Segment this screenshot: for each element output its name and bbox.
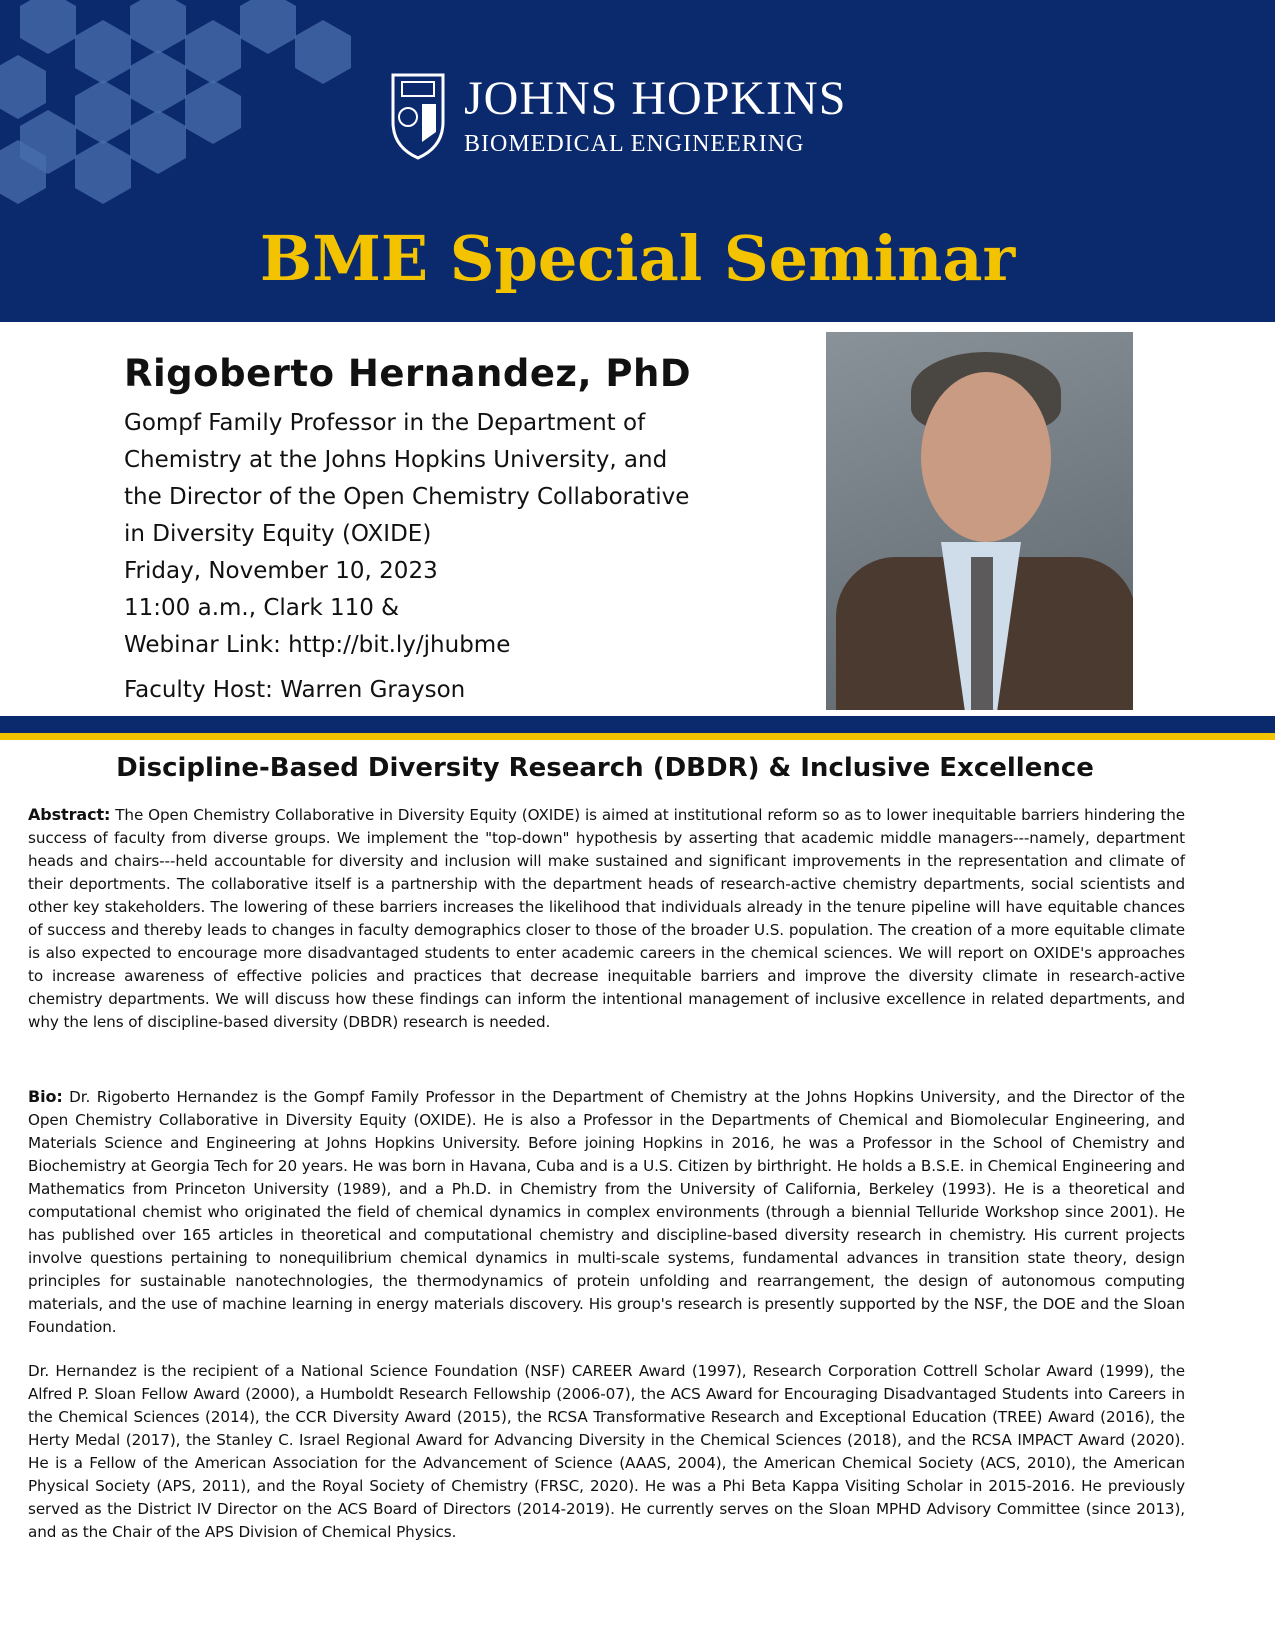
hexagon-decoration — [130, 0, 186, 54]
event-time-location: 11:00 a.m., Clark 110 & — [124, 595, 400, 621]
awards-paragraph: Dr. Hernandez is the recipient of a National Science Foundation (NSF) CAREER Award (1997), Research Corporation Cottrell Scholar Award (1999), the Alfred P. Sloan Fellow Award (2000), a Humboldt Research Fellowship (2006-07), the ACS Award for Encouraging Disadvantaged Students into Careers in the Chemical Sciences (2014), the CCR Diversity Award (2015), the RCSA Transformative Research and Exceptional Education (TREE) Award (2016), the Herty Medal (2017), the Stanley C. Israel Regional Award for Advancing Diversity in the Chemical Sciences (2018), and the RCSA IMPACT Award (2020). He is a Fellow of the American Association for the Advancement of Science (AAAS, 2004), the American Chemical Society (ACS, 2010), the American Physical Society (APS, 2011), and the Royal Society of Chemistry (FRSC, 2020). He was a Phi Beta Kappa Visiting Scholar in 2015-2016. He previously served as the District IV Director on the ACS Board of Directors (2014-2019). He currently serves on the Sloan MPHD Advisory Committee (since 2013), and as the Chair of the APS Division of Chemical Physics. — [28, 1362, 1185, 1541]
abstract-text: The Open Chemistry Collaborative in Diversity Equity (OXIDE) is aimed at institutional reform so as to lower inequitable barriers hindering the success of faculty from diverse groups. We implement the "top-down" hypothesis by asserting that academic middle managers---namely, department heads and chairs---held accountable for diversity and inclusion will make sustained and significant improvements in the representation and climate of their deportments. The collaborative itself is a partnership with the department heads of research-active chemistry departments, social scientists and other key stakeholders. The lowering of these barriers increases the likelihood that individuals already in the tenure pipeline will have equitable chances of success and thereby leads to changes in faculty demographics closer to those of the broader U.S. population. The creation of a more equitable climate is also expected to encourage more disadvantaged students to enter academic careers in the chemical sciences. We will report on OXIDE's approaches to increase awareness of effective policies and practices that decrease inequitable barriers and improve the diversity climate in research-active chemistry departments. We will discuss how these findings can inform the intentional management of inclusive excellence in related departments, and why the lens of discipline-based diversity (DBDR) research is needed. — [28, 806, 1185, 1031]
abstract-paragraph — [28, 803, 1185, 1034]
bio-label: Bio: — [28, 1087, 63, 1106]
hexagon-decoration — [295, 20, 351, 84]
bio-text: Dr. Rigoberto Hernandez is the Gompf Family Professor in the Department of Chemistry at the Johns Hopkins University, and the Director of the Open Chemistry Collaborative in Diversity Equity (OXIDE). He is also a Professor in the Departments of Chemical and Biomolecular Engineering, and Materials Science and Engineering at Johns Hopkins University. Before joining Hopkins in 2016, he was a Professor in the School of Chemistry and Biochemistry at Georgia Tech for 20 years. He was born in Havana, Cuba and is a U.S. Citizen by birthright. He holds a B.S.E. in Chemical Engineering and Mathematics from Princeton University (1989), and a Ph.D. in Chemistry from the University of California, Berkeley (1993). He is a theoretical and computational chemist who originated the field of chemical dynamics in complex environments (through a biennial Telluride Workshop since 2001). He has published over 165 articles in theoretical and computational chemistry and discipline-based diversity research in chemistry. His current projects involve questions pertaining to nonequilibrium chemical dynamics in multi-scale systems, fundamental advances in transition state theory, design principles for sustainable nanotechnologies, the thermodynamics of protein unfolding and rearrangement, the design of autonomous computing materials, and the use of machine learning in energy materials discovery. His group's research is presently supported by the NSF, the DOE and the Sloan Foundation. — [28, 1088, 1185, 1336]
logo-subtitle: BIOMEDICAL ENGINEERING — [464, 130, 805, 157]
logo-title: JOHNS HOPKINS — [464, 71, 847, 125]
speaker-info — [124, 352, 691, 664]
event-date: Friday, November 10, 2023 — [124, 558, 438, 584]
hexagon-decoration — [20, 0, 76, 54]
faculty-host: Faculty Host: Warren Grayson — [124, 677, 466, 703]
jhu-logo — [390, 72, 846, 160]
webinar-link[interactable]: Webinar Link: http://bit.ly/jhubme — [124, 632, 511, 658]
hexagon-decoration — [185, 80, 241, 144]
hexagon-decoration — [75, 80, 131, 144]
shield-icon — [390, 72, 446, 160]
hexagon-decoration — [0, 55, 46, 119]
talk-title: Discipline-Based Diversity Research (DBDR) & Inclusive Excellence — [116, 753, 1094, 783]
divider-gold — [0, 733, 1275, 740]
speaker-title-line: Chemistry at the Johns Hopkins University, and — [124, 447, 668, 473]
hexagon-decoration — [240, 0, 296, 54]
header-banner — [0, 0, 1275, 322]
hexagon-decoration — [75, 140, 131, 204]
speaker-photo — [826, 332, 1133, 710]
hexagon-decoration — [130, 110, 186, 174]
speaker-title-line: Gompf Family Professor in the Department of — [124, 410, 646, 436]
hexagon-decoration — [130, 50, 186, 114]
speaker-title-line: the Director of the Open Chemistry Collaborative — [124, 484, 690, 510]
speaker-title-line: in Diversity Equity (OXIDE) — [124, 521, 432, 547]
event-type-title: BME Special Seminar — [259, 222, 1016, 295]
divider-blue — [0, 716, 1275, 733]
abstract-label: Abstract: — [28, 805, 111, 824]
hexagon-decoration — [185, 20, 241, 84]
speaker-name: Rigoberto Hernandez, PhD — [124, 352, 692, 395]
bio-paragraph — [28, 1085, 1185, 1339]
hexagon-decoration — [75, 20, 131, 84]
